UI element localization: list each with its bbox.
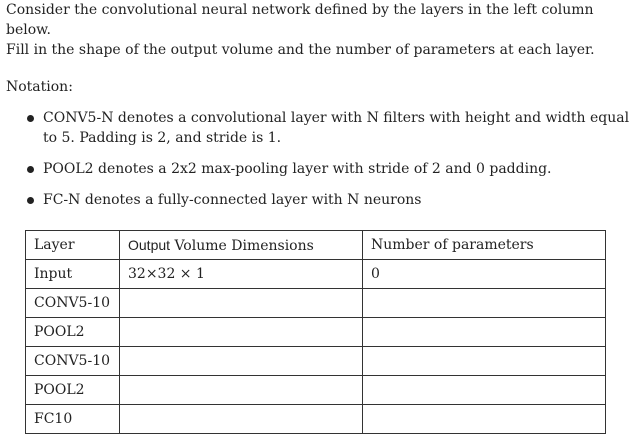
layer-cell: FC10 xyxy=(26,405,120,434)
dims-cell[interactable]: 32×32 × 1 xyxy=(120,260,363,289)
header-output-rest: Volume Dimensions xyxy=(174,237,314,254)
dims-cell[interactable] xyxy=(120,376,363,405)
bullet-icon xyxy=(27,166,34,173)
dims-cell[interactable] xyxy=(120,347,363,376)
bullet-icon xyxy=(27,115,34,122)
header-parameters: Number of parameters xyxy=(363,231,606,260)
notation-item-text: CONV5-N denotes a convolutional layer with N filters with height and width equal to 5. Padding is 2, and stride is 1. xyxy=(43,110,630,146)
table-row xyxy=(26,289,606,318)
notation-item xyxy=(0,190,632,210)
table-row xyxy=(26,347,606,376)
params-cell[interactable] xyxy=(363,318,606,347)
params-cell[interactable] xyxy=(363,405,606,434)
dims-cell[interactable] xyxy=(120,318,363,347)
header-output-word: Output xyxy=(128,236,171,253)
layer-cell: CONV5-10 xyxy=(26,289,120,318)
layer-cell: Input xyxy=(26,260,120,289)
params-cell[interactable] xyxy=(363,347,606,376)
notation-list xyxy=(0,108,632,210)
table-row xyxy=(26,405,606,434)
intro-line-1: Consider the convolutional neural network defined by the layers in the left column below. xyxy=(6,2,594,38)
params-cell[interactable]: 0 xyxy=(363,260,606,289)
params-cell[interactable] xyxy=(363,376,606,405)
header-layer: Layer xyxy=(26,231,120,260)
problem-intro xyxy=(6,0,630,60)
notation-item-text: FC-N denotes a fully-connected layer with N neurons xyxy=(43,192,422,208)
notation-item-text: POOL2 denotes a 2x2 max-pooling layer with stride of 2 and 0 padding. xyxy=(43,161,552,177)
dims-cell[interactable] xyxy=(120,289,363,318)
layer-cell: POOL2 xyxy=(26,376,120,405)
table-row xyxy=(26,376,606,405)
layer-table xyxy=(25,230,606,434)
notation-item xyxy=(0,159,632,179)
table-row xyxy=(26,318,606,347)
intro-line-2: Fill in the shape of the output volume and the number of parameters at each layer. xyxy=(6,42,595,58)
bullet-icon xyxy=(27,197,34,204)
table-row xyxy=(26,260,606,289)
layer-cell: CONV5-10 xyxy=(26,347,120,376)
header-output-dimensions xyxy=(120,231,363,260)
params-cell[interactable] xyxy=(363,289,606,318)
notation-heading: Notation: xyxy=(6,79,73,95)
table-header-row xyxy=(26,231,606,260)
notation-item xyxy=(0,108,632,148)
dims-cell[interactable] xyxy=(120,405,363,434)
layer-cell: POOL2 xyxy=(26,318,120,347)
